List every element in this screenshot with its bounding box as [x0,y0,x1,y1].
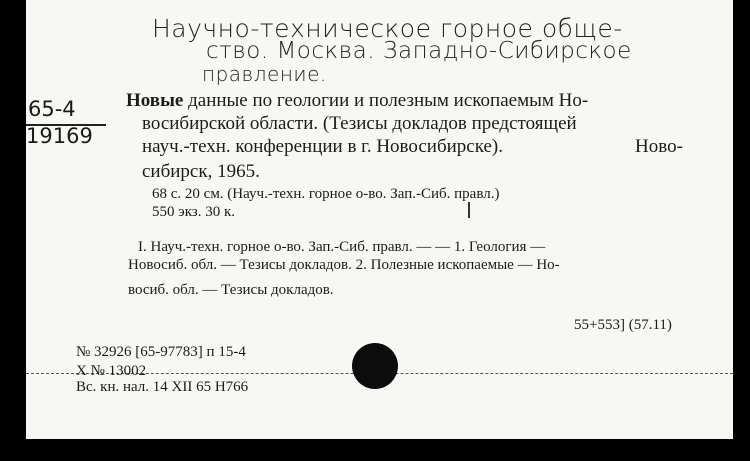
handwritten-heading-line-3: правление. [202,62,327,86]
shelfmark-bottom: 19169 [26,124,93,148]
title-line-1 [126,90,588,112]
subjects-line-1: I. Науч.-техн. горное о-во. Зап.-Сиб. правл. — — 1. Геология — [138,239,546,255]
title-line-2: восибирской области. (Тезисы докладов предстоящей [142,113,577,134]
handwritten-heading-line-1: Научно-техническое горное обще- [152,14,623,43]
collation-line-2: 550 экз. 30 к. [152,204,235,220]
subjects-line-3: восиб. обл. — Тезисы докладов. [128,282,334,298]
subjects-line-2: Новосиб. обл. — Тезисы докладов. 2. Полезные ископаемые — Но- [128,257,560,273]
footer-line-3: Вс. кн. нал. 14 XII 65 Н766 [76,379,249,395]
title-line-3-end: Ново- [635,136,683,157]
title-line-1-rest: данные по геологии и полезным ископаемым Но- [183,90,589,111]
punch-hole [352,343,398,389]
handwritten-heading-line-2: ство. Москва. Западно-Сибирское [206,38,632,64]
footer-line-1: № 32926 [65-97783] п 15-4 [76,344,246,360]
catalog-card [26,0,733,439]
classification-code: 55+553] (57.11) [574,317,672,333]
pencil-mark [468,202,470,218]
title-line-3: науч.-техн. конференции в г. Новосибирске). [142,136,503,157]
footer-line-2: Х № 13002 [76,363,147,379]
title-line-4: сибирск, 1965. [142,161,260,182]
shelfmark-top: 65-4 [28,97,76,121]
collation-line-1: 68 с. 20 см. (Науч.-техн. горное о-во. Зап.-Сиб. правл.) [152,186,500,202]
title-bold-word: Новые [126,90,184,111]
